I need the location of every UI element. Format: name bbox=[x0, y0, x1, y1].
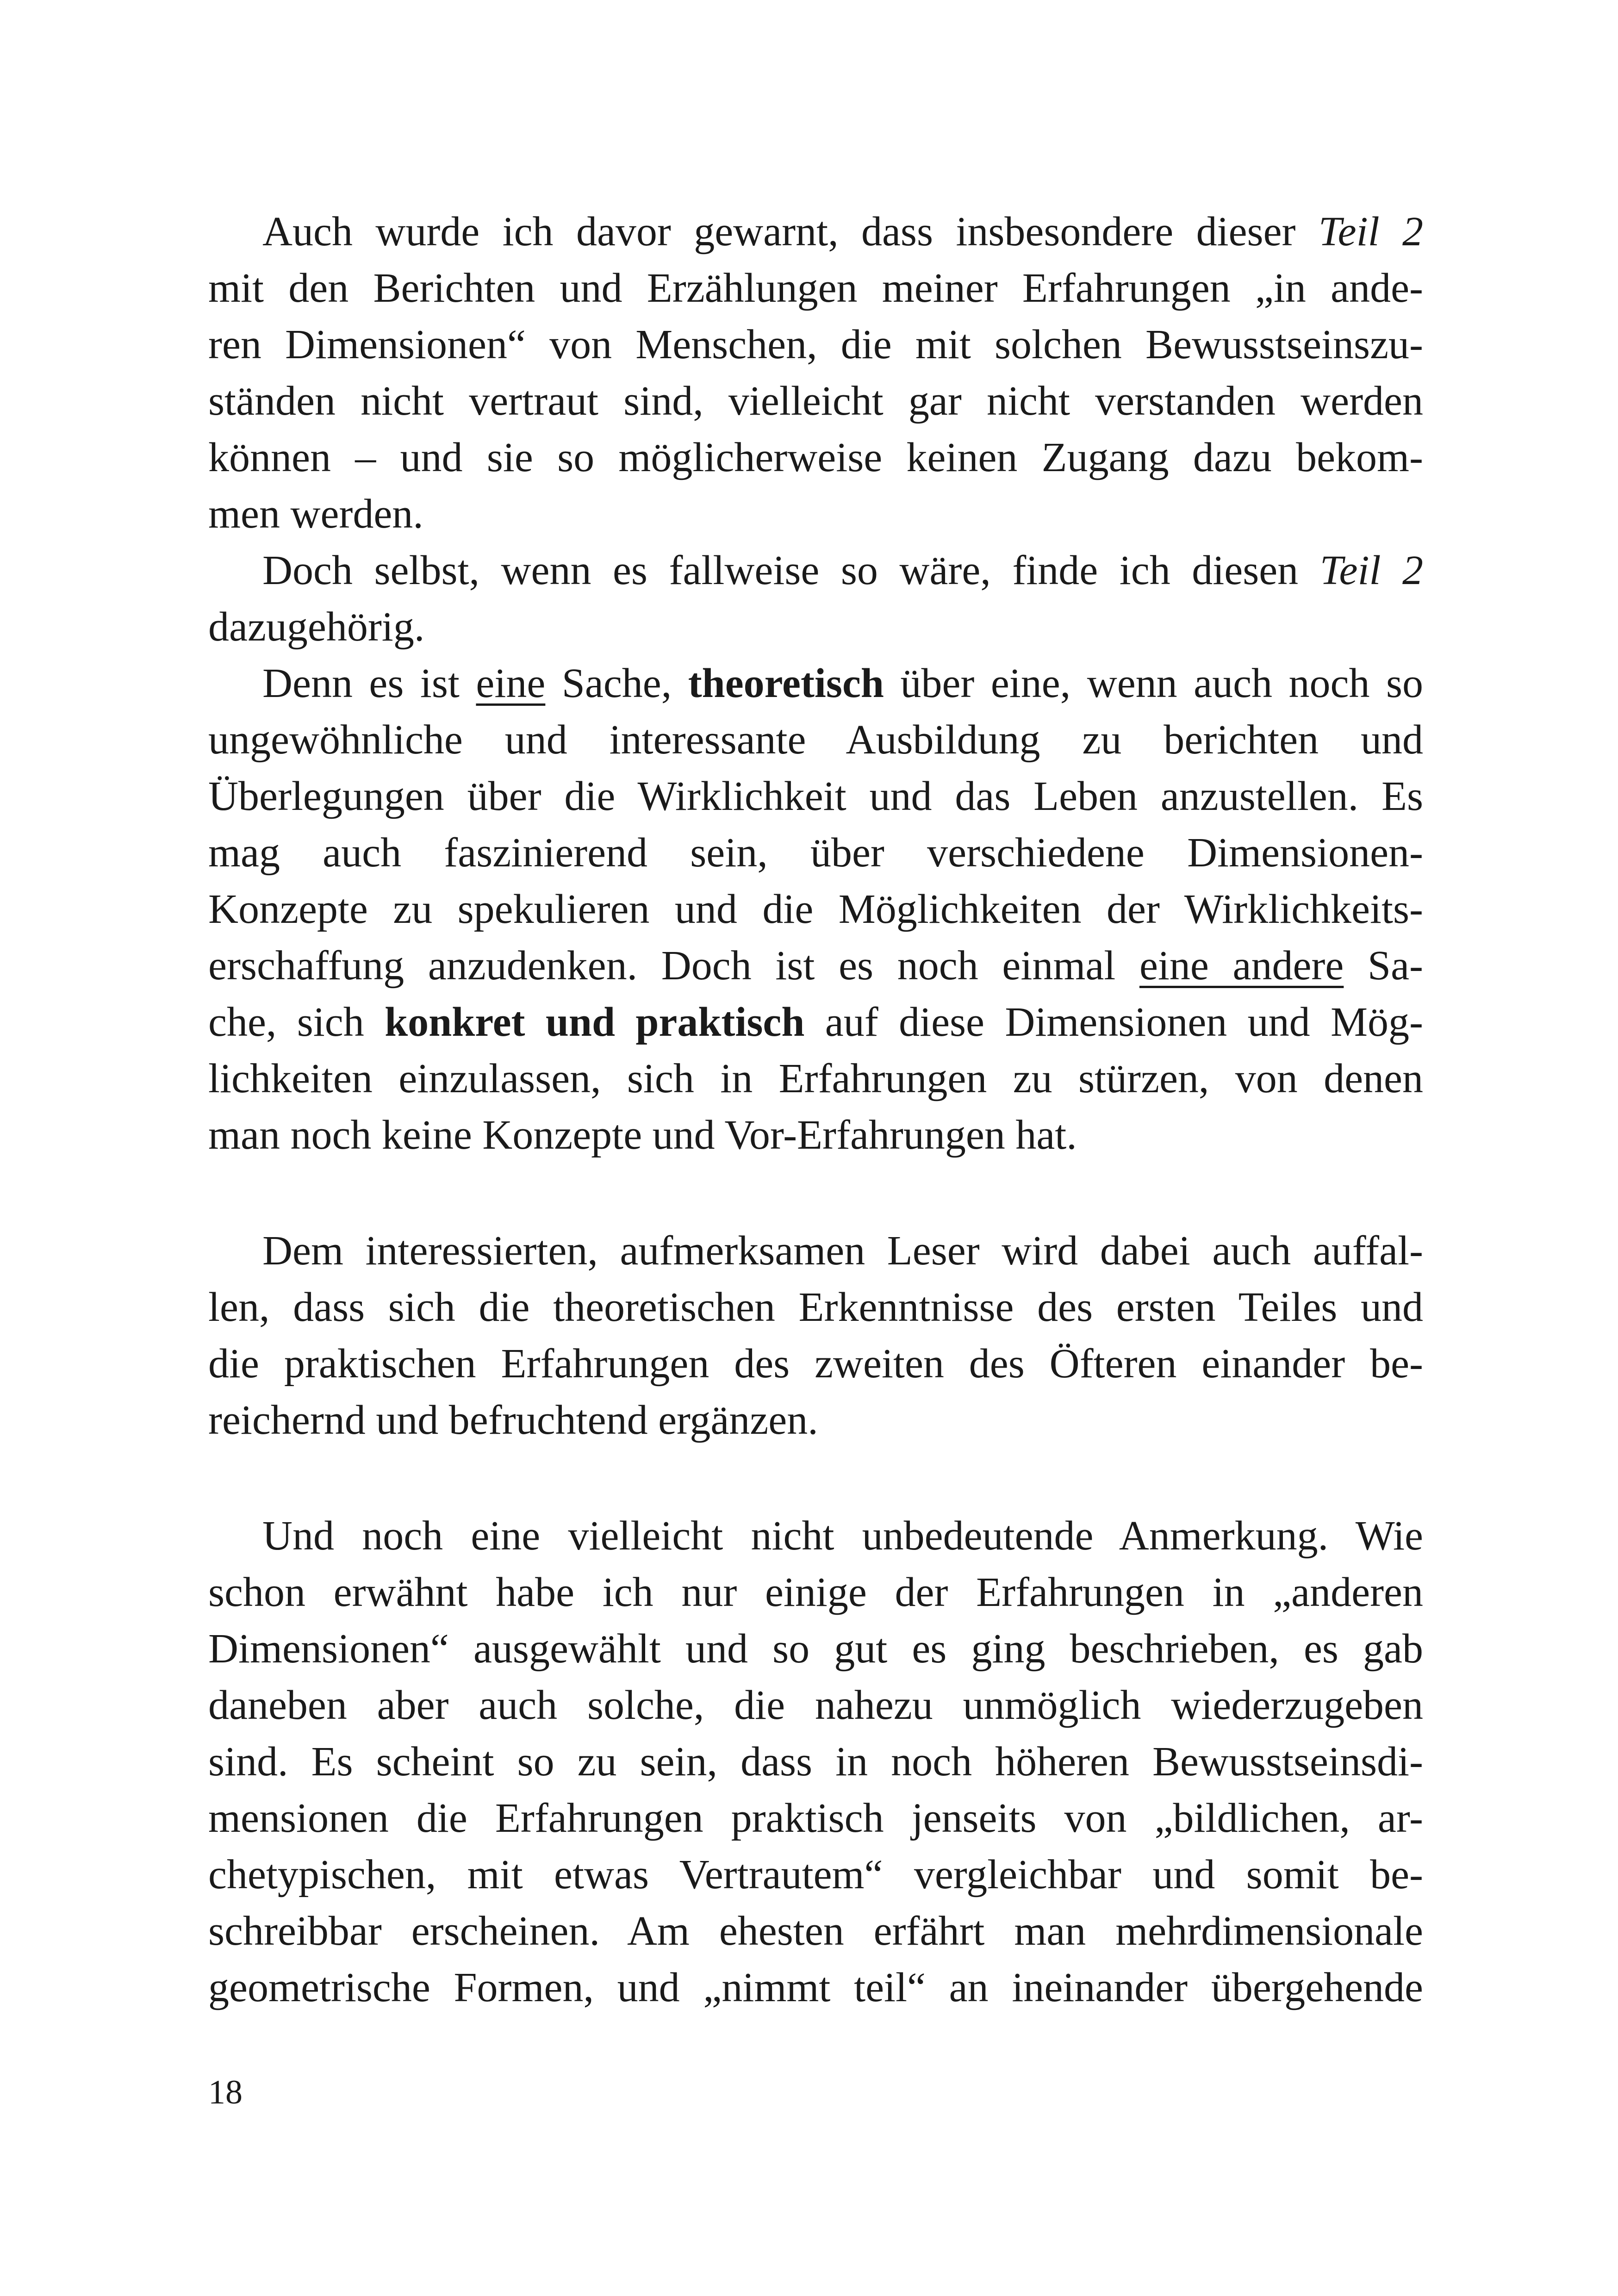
text-line bbox=[208, 1051, 1423, 1107]
text-italic: Teil 2 bbox=[1319, 548, 1423, 593]
text-line bbox=[208, 994, 1423, 1051]
text-line bbox=[208, 1508, 1423, 1564]
text-underline: eine andere bbox=[1139, 943, 1344, 989]
text-bold: theoretisch bbox=[688, 660, 884, 706]
text-segment: ren Dimensionen“ von Menschen, die mit solchen Bewusstseinszu- bbox=[208, 322, 1423, 367]
text-line bbox=[208, 1847, 1423, 1903]
text-segment: Überlegungen über die Wirklichkeit und das Leben anzustellen. Es bbox=[208, 773, 1423, 819]
text-line bbox=[208, 429, 1423, 486]
text-segment: können – und sie so möglicherweise keinen Zugang dazu bekom- bbox=[208, 435, 1423, 480]
text-line bbox=[208, 712, 1423, 768]
paragraph bbox=[208, 655, 1423, 1164]
paragraph-gap bbox=[208, 1449, 1423, 1508]
text-line bbox=[208, 260, 1423, 317]
text-segment: über eine, wenn auch noch so bbox=[884, 660, 1423, 706]
paragraph bbox=[208, 1508, 1423, 2016]
body-text bbox=[208, 204, 1423, 2016]
text-line bbox=[208, 204, 1423, 260]
text-line bbox=[208, 1336, 1423, 1392]
text-segment: reichernd und befruchtend ergänzen. bbox=[208, 1397, 818, 1443]
text-line bbox=[208, 1392, 1423, 1449]
text-line bbox=[208, 1903, 1423, 1960]
text-segment: ständen nicht vertraut sind, vielleicht gar nicht verstanden werden bbox=[208, 378, 1423, 424]
text-line bbox=[208, 599, 1423, 655]
text-segment: mensionen die Erfahrungen praktisch jenseits von „bildlichen, ar- bbox=[208, 1795, 1423, 1841]
text-line bbox=[208, 938, 1423, 994]
text-line bbox=[208, 1790, 1423, 1847]
text-italic: Teil 2 bbox=[1318, 209, 1424, 255]
text-line bbox=[208, 1960, 1423, 2016]
text-segment: dazugehörig. bbox=[208, 604, 425, 650]
text-line bbox=[208, 1279, 1423, 1336]
text-segment: men werden. bbox=[208, 491, 423, 537]
paragraph bbox=[208, 1223, 1423, 1449]
text-segment: auf diese Dimensionen und Mög- bbox=[804, 999, 1423, 1045]
text-segment: daneben aber auch solche, die nahezu unmöglich wiederzugeben bbox=[208, 1682, 1423, 1728]
text-line bbox=[208, 1107, 1423, 1164]
text-line bbox=[208, 1223, 1423, 1279]
text-line bbox=[208, 542, 1423, 599]
text-segment: mag auch faszinierend sein, über verschiedene Dimensionen- bbox=[208, 830, 1423, 876]
text-underline: eine bbox=[476, 660, 546, 706]
text-segment: lichkeiten einzulassen, sich in Erfahrungen zu stürzen, von denen bbox=[208, 1056, 1423, 1101]
text-segment: sind. Es scheint so zu sein, dass in noch höheren Bewusstseinsdi- bbox=[208, 1739, 1423, 1785]
text-segment: Doch selbst, wenn es fallweise so wäre, finde ich diesen bbox=[262, 548, 1320, 593]
text-segment: Denn es ist bbox=[262, 660, 476, 706]
text-line bbox=[208, 825, 1423, 881]
text-segment: Sache, bbox=[545, 660, 688, 706]
text-line bbox=[208, 373, 1423, 429]
paragraph bbox=[208, 542, 1423, 655]
text-segment: Dem interessierten, aufmerksamen Leser wird dabei auch auffal- bbox=[262, 1228, 1423, 1274]
text-segment: chetypischen, mit etwas Vertrautem“ vergleichbar und somit be- bbox=[208, 1852, 1423, 1898]
text-line bbox=[208, 1677, 1423, 1734]
text-segment: schon erwähnt habe ich nur einige der Erfahrungen in „anderen bbox=[208, 1569, 1423, 1615]
text-line bbox=[208, 655, 1423, 712]
text-bold: konkret und praktisch bbox=[385, 999, 805, 1045]
text-line bbox=[208, 1621, 1423, 1677]
text-segment: mit den Berichten und Erzählungen meiner Erfahrungen „in ande- bbox=[208, 265, 1423, 311]
paragraph bbox=[208, 204, 1423, 542]
text-line bbox=[208, 486, 1423, 542]
text-line bbox=[208, 768, 1423, 825]
paragraph-gap bbox=[208, 1164, 1423, 1223]
text-segment: schreibbar erscheinen. Am ehesten erfährt man mehrdimensionale bbox=[208, 1908, 1423, 1954]
text-segment: ungewöhnliche und interessante Ausbildung zu berichten und bbox=[208, 717, 1423, 763]
text-segment: erschaffung anzudenken. Doch ist es noch einmal bbox=[208, 943, 1139, 989]
text-line bbox=[208, 881, 1423, 938]
page-number: 18 bbox=[208, 2073, 243, 2111]
text-segment: len, dass sich die theoretischen Erkenntnisse des ersten Teiles und bbox=[208, 1284, 1423, 1330]
text-line bbox=[208, 1564, 1423, 1621]
text-segment: Sa- bbox=[1344, 943, 1423, 989]
text-line bbox=[208, 317, 1423, 373]
text-segment: Konzepte zu spekulieren und die Möglichkeiten der Wirklichkeits- bbox=[208, 886, 1423, 932]
text-segment: Dimensionen“ ausgewählt und so gut es ging beschrieben, es gab bbox=[208, 1626, 1423, 1672]
text-segment: man noch keine Konzepte und Vor-Erfahrungen hat. bbox=[208, 1112, 1077, 1158]
text-segment: che, sich bbox=[208, 999, 385, 1045]
text-segment: Auch wurde ich davor gewarnt, dass insbesondere dieser bbox=[262, 209, 1319, 255]
text-segment: geometrische Formen, und „nimmt teil“ an ineinander übergehende bbox=[208, 1965, 1423, 2010]
text-line bbox=[208, 1734, 1423, 1790]
text-segment: Und noch eine vielleicht nicht unbedeutende Anmerkung. Wie bbox=[262, 1513, 1423, 1559]
text-segment: die praktischen Erfahrungen des zweiten des Öfteren einander be- bbox=[208, 1341, 1423, 1387]
